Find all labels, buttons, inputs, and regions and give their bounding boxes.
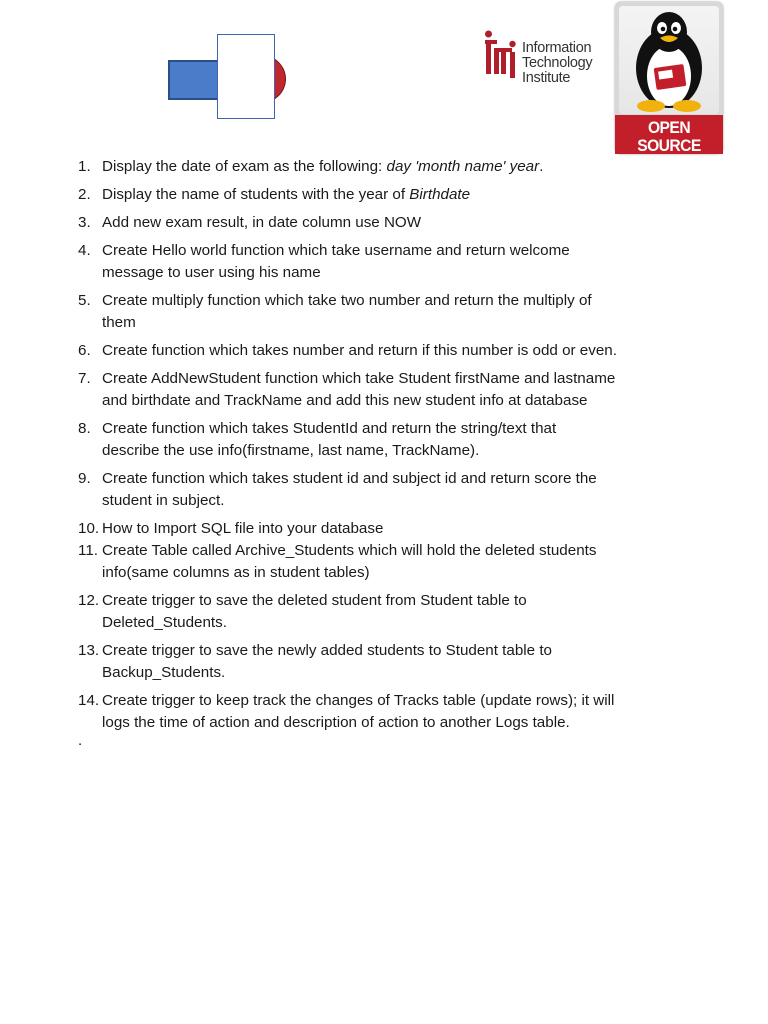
list-item <box>78 690 678 734</box>
list-item <box>78 156 678 178</box>
list-item-number: 10. <box>78 520 100 537</box>
list-item-number: 7. <box>78 370 91 387</box>
list-item-text <box>102 340 678 362</box>
list-item-number: 9. <box>78 470 91 487</box>
badge-subtitle: DEPARTMENT <box>625 158 717 165</box>
list-item <box>78 368 678 412</box>
list-item-line: Create function which takes StudentId and return the string/text that <box>102 420 557 437</box>
list-item-line: Create Hello world function which take username and return welcome <box>102 242 570 259</box>
italic-text: day 'month name' year <box>386 158 540 175</box>
white-rectangle-shape <box>217 34 275 119</box>
list-item-number: 6. <box>78 342 91 359</box>
list-item-number: 13. <box>78 642 100 659</box>
list-item-text <box>102 186 470 203</box>
list-item-text <box>102 240 678 284</box>
list-item-text <box>102 468 678 512</box>
list-item <box>78 518 678 540</box>
list-item <box>78 290 678 334</box>
list-item <box>78 590 678 634</box>
list-item-line: info(same columns as in student tables) <box>102 564 370 581</box>
open-source-badge <box>615 2 723 165</box>
list-item-line: Create function which takes student id and subject id and return score the <box>102 470 597 487</box>
list-item-line: Create AddNewStudent function which take Student firstName and lastname <box>102 370 616 387</box>
trailing-dot: . <box>78 732 83 749</box>
list-item-number: 5. <box>78 292 91 309</box>
list-item-text <box>102 690 678 734</box>
text-segment: Display the date of exam as the following: <box>102 158 387 175</box>
list-item-text <box>102 540 678 584</box>
list-item-text <box>102 518 678 540</box>
badge-title: OPEN SOURCE <box>637 118 701 155</box>
list-item-line: logs the time of action and description of action to another Logs table. <box>102 714 570 731</box>
list-item-line: describe the use info(firstname, last name, TrackName). <box>102 442 480 459</box>
list-item-number: 1. <box>78 158 91 175</box>
badge-banner <box>615 115 723 165</box>
list-item <box>78 340 678 362</box>
list-item-number: 2. <box>78 186 91 203</box>
penguin-icon <box>619 6 719 114</box>
list-item-text <box>102 640 678 684</box>
text-segment: Add new exam result, in date column use NOW <box>102 214 422 231</box>
list-item-text <box>102 368 678 412</box>
list-item-line: Create trigger to keep track the changes of Tracks table (update rows); it will <box>102 692 615 709</box>
list-item-text <box>102 290 678 334</box>
list-item-number: 14. <box>78 692 100 709</box>
list-item-line: student in subject. <box>102 492 225 509</box>
text-segment: Display the name of students with the year of <box>102 186 410 203</box>
task-list <box>78 156 678 734</box>
list-item <box>78 540 678 584</box>
list-item <box>78 418 678 462</box>
list-item-line: How to Import SQL file into your database <box>102 520 384 537</box>
iti-line-2: Technology <box>522 55 593 71</box>
iti-logo <box>485 28 605 88</box>
list-item <box>78 184 678 206</box>
badge-image-area <box>619 6 719 114</box>
list-item-text <box>102 590 678 634</box>
list-item <box>78 640 678 684</box>
list-item-number: 4. <box>78 242 91 259</box>
list-item <box>78 240 678 284</box>
list-item-text <box>102 158 543 175</box>
italic-text: Birthdate <box>409 186 471 203</box>
list-item-line: Deleted_Students. <box>102 614 227 631</box>
list-item-line: and birthdate and TrackName and add this new student info at database <box>102 392 588 409</box>
list-item-number: 12. <box>78 592 100 609</box>
iti-line-3: Institute <box>522 70 571 86</box>
list-item-line: Create trigger to save the deleted student from Student table to <box>102 592 527 609</box>
iti-mark-icon <box>485 28 521 84</box>
list-item-line: Create trigger to save the newly added students to Student table to <box>102 642 553 659</box>
list-item-line: Create function which takes number and return if this number is odd or even. <box>102 342 617 359</box>
list-item-number: 8. <box>78 420 91 437</box>
list-item-line: Create Table called Archive_Students which will hold the deleted students <box>102 542 597 559</box>
iti-line-1: Information <box>522 40 592 56</box>
list-item-text <box>102 214 421 231</box>
list-item-number: 3. <box>78 214 91 231</box>
list-item <box>78 212 678 234</box>
list-item-text <box>102 418 678 462</box>
iti-wordmark <box>522 41 592 86</box>
list-item-number: 11. <box>78 542 98 559</box>
list-item-line: them <box>102 314 136 331</box>
list-item-line: message to user using his name <box>102 264 321 281</box>
text-segment: . <box>539 158 544 175</box>
list-item <box>78 468 678 512</box>
list-item-line: Backup_Students. <box>102 664 226 681</box>
list-item-line: Create multiply function which take two number and return the multiply of <box>102 292 592 309</box>
blue-rectangle-shape <box>168 60 224 100</box>
